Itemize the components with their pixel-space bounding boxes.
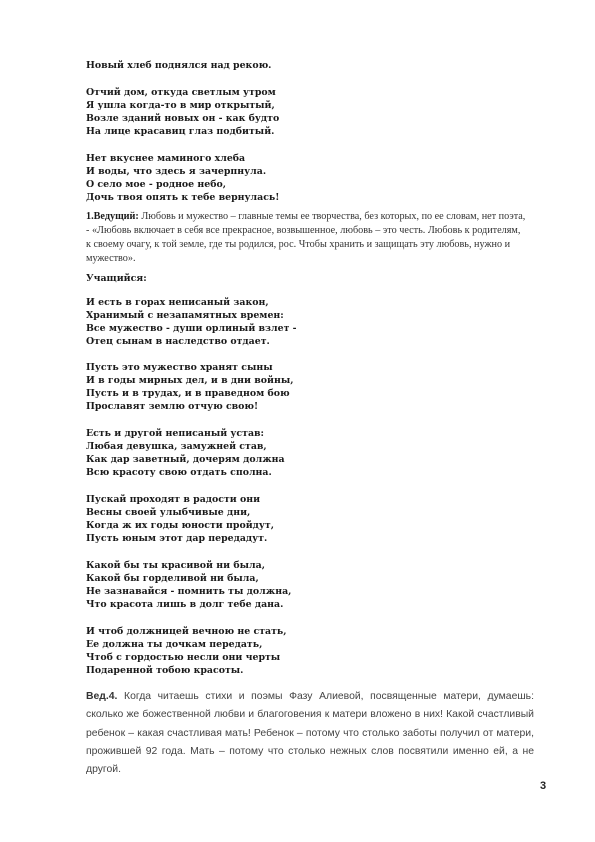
poem-line: Ее должна ты дочкам передать, (86, 639, 263, 650)
poem-line: Отчий дом, откуда светлым утром (86, 87, 276, 98)
poem-line: Новый хлеб поднялся над рекою. (86, 60, 272, 71)
poem-line: Какой бы ты красивой ни была, (86, 560, 265, 571)
poem-line: Подаренной тобою красоты. (86, 665, 244, 676)
host-4-paragraph (86, 688, 534, 779)
poem-line: Какой бы горделивой ни была, (86, 573, 259, 584)
poem-line: Как дар заветный, дочерям должна (86, 454, 285, 465)
poem-line: Отец сынам в наследство отдает. (86, 336, 270, 347)
poem-line: И в годы мирных дел, и в дни войны, (86, 375, 294, 386)
poem-line: Чтоб с гордостью несли они черты (86, 652, 281, 663)
poem-line: Есть и другой неписаный устав: (86, 428, 264, 439)
poem-line: Дочь твоя опять к тебе вернулась! (86, 192, 280, 203)
poem-line: Я ушла когда-то в мир открытый, (86, 100, 275, 111)
poem-line: Нет вкуснее маминого хлеба (86, 153, 246, 164)
poem-line: Что красота лишь в долг тебе дана. (86, 599, 284, 610)
poem-line: Пусть юным этот дар передадут. (86, 533, 268, 544)
poem-line: Не зазнавайся - помнить ты должна, (86, 586, 292, 597)
poem-line: Всю красоту свою отдать сполна. (86, 467, 272, 478)
page-number: 3 (540, 780, 547, 792)
poem-line: И чтоб должницей вечною не стать, (86, 626, 287, 637)
poem-line: На лице красавиц глаз подбитый. (86, 126, 275, 137)
poem-line: О село мое - родное небо, (86, 179, 227, 190)
poem-line: И есть в горах неписаный закон, (86, 297, 269, 308)
host-1-paragraph (86, 210, 526, 266)
poem-line: Когда ж их годы юности пройдут, (86, 520, 274, 531)
host-4-text: Когда читаешь стихи и поэмы Фазу Алиевой, посвященные матери, думаешь: сколько же божественной любви и благоговения к матери вложено в них! Какой счастливый ребенок – какая счастливая мать! Ребенок – потому что столько заботы получил от матери, прожившей 92 года. Мать – потому что столько нежных слов посвятили именно ей, а не другой. (86, 691, 534, 776)
host-4-label: Вед.4. (86, 691, 118, 702)
poem-line: Любая девушка, замужней став, (86, 441, 267, 452)
host-1-text: Любовь и мужество – главные темы ее творчества, без которых, по ее словам, нет поэта, - «Любовь включает в себя все прекрасное, возвышенное, любовь – это честь. Любовь к родителям, к своему очагу, к той земле, где ты родился, рос. Чтобы хранить и защищать эту любовь, нужно и мужество». (86, 211, 526, 264)
poem-line: Возле зданий новых он - как будто (86, 113, 280, 124)
students-label: Учащийся: (86, 273, 147, 284)
poem-line: И воды, что здесь я зачерпнула. (86, 166, 267, 177)
poem-line: Пусть это мужество хранят сыны (86, 362, 273, 373)
host-1-label: 1.Ведущий: (86, 211, 139, 222)
poem-line: Пускай проходят в радости они (86, 494, 261, 505)
poem-line: Прославят землю отчую свою! (86, 401, 259, 412)
poem-line: Все мужество - души орлиный взлет - (86, 323, 297, 334)
poem-line: Весны своей улыбчивые дни, (86, 507, 251, 518)
poem-line: Пусть и в трудах, и в праведном бою (86, 388, 290, 399)
poem-line: Хранимый с незапамятных времен: (86, 310, 284, 321)
